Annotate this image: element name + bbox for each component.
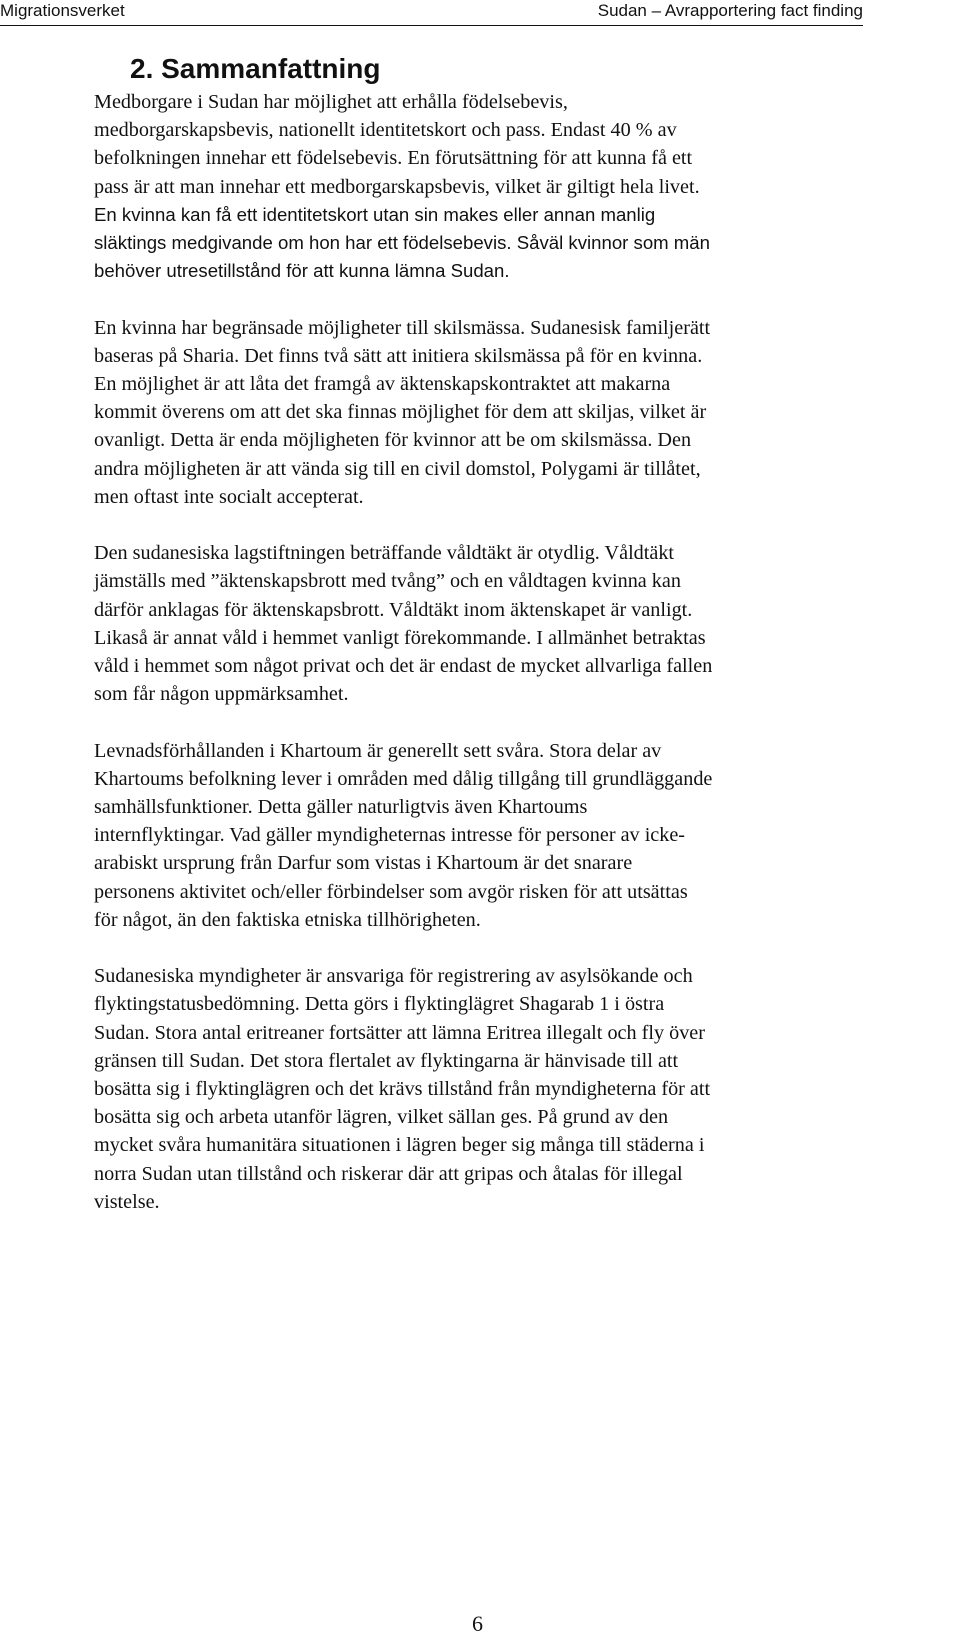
body-text-line: behöver utresetillstånd för att kunna lämna Sudan. xyxy=(94,260,510,281)
body-text-line: Medborgare i Sudan har möjlighet att erhålla födelsebevis, xyxy=(94,91,568,113)
body-text-line: släktings medgivande om hon har ett födelsebevis. Såväl kvinnor som män xyxy=(94,232,710,253)
page-number: 6 xyxy=(472,1611,483,1636)
body-text-line: gränsen till Sudan. Det stora flertalet av flyktingarna är hänvisade till att xyxy=(94,1050,679,1072)
page-header xyxy=(0,0,960,26)
body-text-line: Levnadsförhållanden i Khartoum är generellt sett svåra. Stora delar av xyxy=(94,740,662,762)
body-text-line: Den sudanesiska lagstiftningen beträffande våldtäkt är otydlig. Våldtäkt xyxy=(94,542,675,564)
header-divider xyxy=(0,25,863,26)
body-text-line: bosätta sig i flyktinglägren och det krävs tillstånd från myndigheterna för att xyxy=(94,1078,711,1100)
body-text-line: arabiskt ursprung från Darfur som vistas i Khartoum är det snarare xyxy=(94,852,633,874)
body-text-line: därför anklagas för äktenskapsbrott. Våldtäkt inom äktenskapet är vanligt. xyxy=(94,599,693,621)
body-text-line: bosätta sig och arbeta utanför lägren, vilket sällan ges. På grund av den xyxy=(94,1106,669,1128)
body-text-line: pass är att man innehar ett medborgarskapsbevis, vilket är giltigt hela livet. xyxy=(94,176,700,198)
body-text-line: internflyktingar. Vad gäller myndigheternas intresse för personer av icke- xyxy=(94,824,686,846)
body-text-line: baseras på Sharia. Det finns två sätt att initiera skilsmässa på för en kvinna. xyxy=(94,345,703,367)
body-text-line: jämställs med ”äktenskapsbrott med tvång” och en våldtagen kvinna kan xyxy=(94,570,681,592)
body-text-line: som får någon uppmärksamhet. xyxy=(94,683,349,705)
body-text-line: ovanligt. Detta är enda möjligheten för kvinnor att be om skilsmässa. Den xyxy=(94,429,692,451)
body-text-line: vistelse. xyxy=(94,1191,160,1213)
body-text-line: En möjlighet är att låta det framgå av äktenskapskontraktet att makarna xyxy=(94,373,671,395)
body-text-line: Sudan. Stora antal eritreaner fortsätter att lämna Eritrea illegalt och fly över xyxy=(94,1022,705,1044)
body-text-line: Likaså är annat våld i hemmet vanligt förekommande. I allmänhet betraktas xyxy=(94,627,706,649)
body-text-line: samhällsfunktioner. Detta gäller naturligtvis även Khartoums xyxy=(94,796,588,818)
header-org-name: Migrationsverket xyxy=(0,1,125,20)
body-text-line: Khartoums befolkning lever i områden med dålig tillgång till grundläggande xyxy=(94,768,713,790)
body-text-line: våld i hemmet som något privat och det är endast de mycket allvarliga fallen xyxy=(94,655,713,677)
body-text-line: personens aktivitet och/eller förbindelser som avgör risken för att utsättas xyxy=(94,881,688,903)
body-text-line: En kvinna har begränsade möjligheter till skilsmässa. Sudanesisk familjerätt xyxy=(94,317,711,339)
body-text-line: flyktingstatusbedömning. Detta görs i flyktinglägret Shagarab 1 i östra xyxy=(94,993,665,1015)
header-report-title: Sudan – Avrapportering fact finding xyxy=(597,1,863,20)
body-text-line: mycket svåra humanitära situationen i lägren beger sig många till städerna i xyxy=(94,1134,705,1156)
body-text-line: andra möjligheten är att vända sig till en civil domstol, Polygami är tillåtet, xyxy=(94,458,701,480)
body-text-line: men oftast inte socialt accepterat. xyxy=(94,486,364,508)
body-text-line: En kvinna kan få ett identitetskort utan sin makes eller annan manlig xyxy=(94,204,656,225)
body-text-line: befolkningen innehar ett födelsebevis. En förutsättning för att kunna få ett xyxy=(94,147,693,169)
body-text-line: medborgarskapsbevis, nationellt identitetskort och pass. Endast 40 % av xyxy=(94,119,677,141)
body-text-line: Sudanesiska myndigheter är ansvariga för registrering av asylsökande och xyxy=(94,965,693,987)
body-text-line: kommit överens om att det ska finnas möjlighet för dem att skiljas, vilket är xyxy=(94,401,707,423)
body-text-line: för något, än den faktiska etniska tillhörigheten. xyxy=(94,909,481,931)
body-text-line: norra Sudan utan tillstånd och riskerar där att gripas och åtalas för illegal xyxy=(94,1163,683,1185)
section-heading: 2. Sammanfattning xyxy=(130,53,381,84)
